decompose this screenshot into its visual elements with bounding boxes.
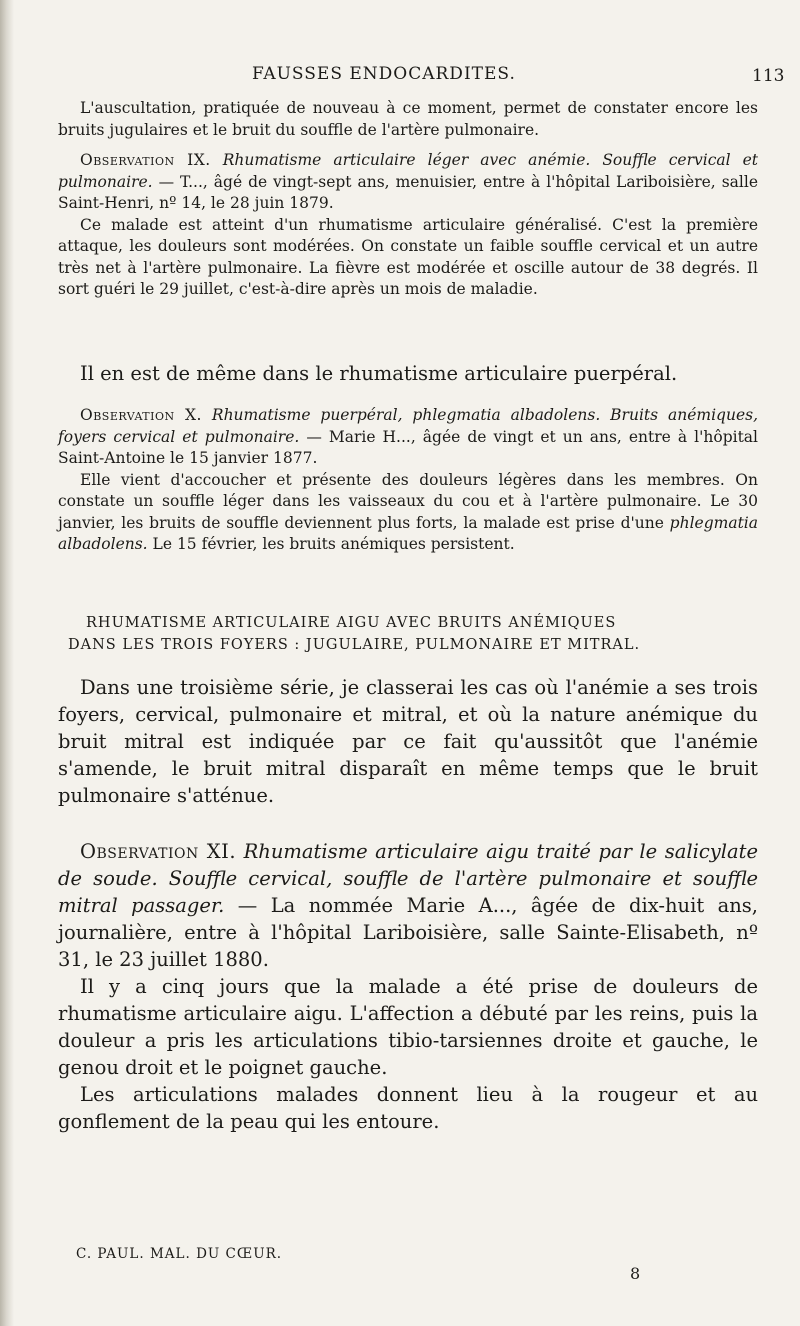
observation-x-heading [58,405,758,470]
observation-xi-label: Observation XI. [80,840,237,863]
observation-xi-text: — La nommée Marie A..., âgée de dix-huit ans, journalière, entre à l'hôpital Lariboisière, salle Sainte-Elisabeth, nº 31, le 23 juillet 1880. [58,894,758,971]
observation-x-body [58,470,758,556]
observation-xi-heading [58,838,758,973]
page-number: 113 [752,66,785,86]
observation-x-body-text: Elle vient d'accoucher et présente des douleurs légères dans les membres. On constate un souffle léger dans les vaisseaux du cou et à l'artère pulmonaire. Le 30 janvier, les bruits de souffle deviennent plus forts, la malade est prise d'une [58,470,758,532]
page-footer [58,1246,758,1286]
observation-x-title: Rhumatisme puerpéral, phlegmatia albadolens. Bruits anémiques, foyers cervical et pulmonaire. [58,406,759,446]
paragraph-third-series [58,674,758,809]
observation-x-body-italic: phlegmatia albadolens. [58,513,758,553]
observation-x-text: — Marie H..., âgée de vingt et un ans, entre à l'hôpital Saint-Antoine le 15 janvier 1877. [58,427,758,467]
observation-x-label: Observation X. [80,406,202,424]
observation-xi-title: Rhumatisme articulaire aigu traité par le salicylate de soude. Souffle cervical, souffle de l'artère pulmonaire et souffle mitral passager. [58,840,759,917]
signature-line: C. PAUL. MAL. DU CŒUR. [76,1246,283,1262]
page-gutter-shadow [0,0,14,1326]
running-title: FAUSSES ENDOCARDITES. [252,64,516,84]
observation-ix-title: Rhumatisme articulaire léger avec anémie. Souffle cervical et pulmonaire. [58,151,758,191]
paragraph-puerperal [58,360,758,387]
section-heading-line-1: RHUMATISME ARTICULAIRE AIGU AVEC BRUITS ANÉMIQUES [86,615,617,631]
observation-ix-text: — T..., âgé de vingt-sept ans, menuisier, entre à l'hôpital Lariboisière, salle Saint-Henri, nº 14, le 28 juin 1879. [58,172,758,212]
observation-ix-label: Observation IX. [80,151,211,169]
paragraph-auscultation [58,98,758,141]
paragraph-text: L'auscultation, pratiquée de nouveau à ce moment, permet de constater encore les bruits jugulaires et le bruit du souffle de l'artère pulmonaire. [58,99,758,139]
observation-x [58,405,758,556]
running-head [0,64,800,88]
observation-ix [58,150,758,301]
section-heading [58,612,758,656]
observation-ix-heading [58,150,758,215]
observation-ix-body: Ce malade est atteint d'un rhumatisme articulaire généralisé. C'est la première attaque, les douleurs sont modérées. On constate un faible souffle cervical et un autre très net à l'artère pulmonaire. La fièvre est modérée et oscille autour de 38 degrés. Il sort guéri le 29 juillet, c'est-à-dire après un mois de maladie. [58,215,758,298]
section-heading-line-2: DANS LES TROIS FOYERS : JUGULAIRE, PULMONAIRE ET MITRAL. [68,637,641,653]
paragraph-text: Dans une troisième série, je classerai les cas où l'anémie a ses trois foyers, cervical, pulmonaire et mitral, et où la nature anémique du bruit mitral est indiquée par ce fait qu'aussitôt que l'anémie s'amende, le bruit mitral disparaît en même temps que le bruit pulmonaire s'atténue. [58,676,758,807]
paragraph-text: Il en est de même dans le rhumatisme articulaire puerpéral. [80,362,678,385]
observation-xi-body-2: Les articulations malades donnent lieu à la rougeur et au gonflement de la peau qui les entoure. [58,1083,758,1133]
observation-x-body-end: Le 15 février, les bruits anémiques persistent. [152,535,515,553]
sheet-number: 8 [630,1264,641,1283]
observation-xi [58,838,758,1135]
observation-xi-body: Il y a cinq jours que la malade a été prise de douleurs de rhumatisme articulaire aigu. L'affection a débuté par les reins, puis la douleur a pris les articulations tibio-tarsiennes droite et gauche, le genou droit et le poignet gauche. [58,975,758,1079]
